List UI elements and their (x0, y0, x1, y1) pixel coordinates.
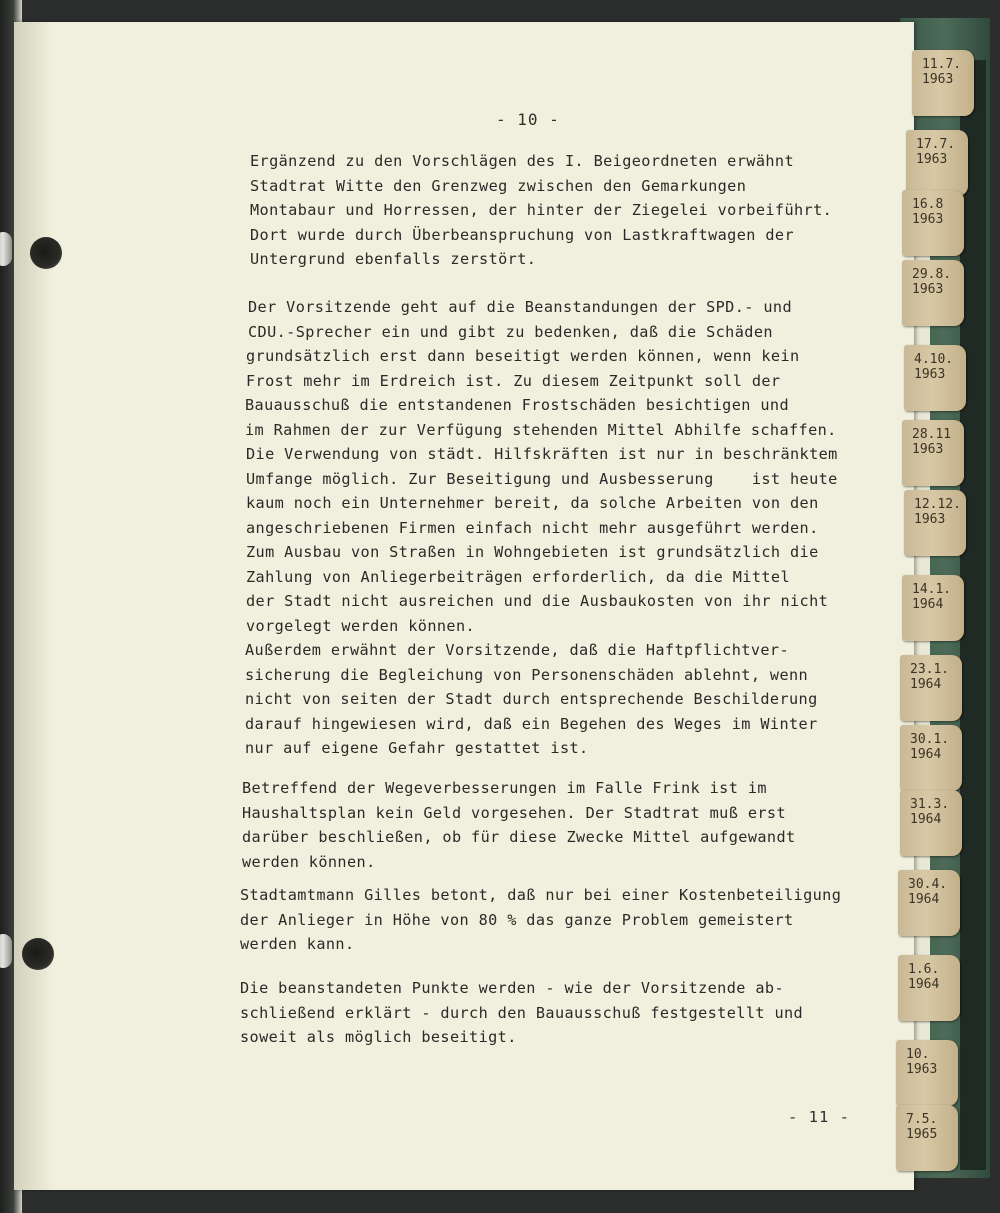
punch-hole-top (30, 237, 62, 269)
text-line: werden kann. (240, 935, 355, 953)
text-line: Untergrund ebenfalls zerstört. (250, 250, 537, 268)
text-line: Dort wurde durch Überbeanspruchung von Lastkraftwagen der (250, 225, 794, 244)
index-tab[interactable]: 28.11 1963 (902, 420, 964, 486)
page-number: - 10 - (496, 110, 560, 129)
binder-ring-bottom (0, 934, 12, 968)
index-tab[interactable]: 7.5. 1965 (896, 1105, 958, 1171)
next-page-number: - 11 - (788, 1108, 850, 1126)
text-line: Die Verwendung von städt. Hilfskräften ist nur in beschränktem (246, 445, 838, 463)
text-line: soweit als möglich beseitigt. (240, 1028, 517, 1046)
index-tab[interactable]: 14.1. 1964 (902, 575, 964, 641)
text-line: Zahlung von Anliegerbeiträgen erforderlich, da die Mittel (246, 567, 790, 586)
punch-hole-bottom (22, 938, 54, 970)
binder-ring-top (0, 232, 12, 266)
text-line: darauf hingewiesen wird, daß ein Begehen des Weges im Winter (245, 714, 818, 733)
text-line: Zum Ausbau von Straßen in Wohngebieten ist grundsätzlich die (246, 543, 819, 561)
index-tab[interactable]: 10. 1963 (896, 1040, 958, 1106)
index-tab[interactable]: 16.8 1963 (902, 190, 964, 256)
index-tab[interactable]: 17.7. 1963 (906, 130, 968, 196)
text-line: der Anlieger in Höhe von 80 % das ganze Problem gemeistert (240, 910, 794, 929)
index-tab[interactable]: 30.1. 1964 (900, 725, 962, 791)
text-line: Die beanstandeten Punkte werden - wie der Vorsitzende ab- (240, 979, 784, 997)
text-line: Der Vorsitzende geht auf die Beanstandungen der SPD.- und (248, 298, 792, 316)
text-line: schließend erklärt - durch den Bauausschuß festgestellt und (240, 1003, 804, 1022)
text-line: Montabaur und Horressen, der hinter der Ziegelei vorbeiführt. (250, 201, 833, 219)
text-line: Betreffend der Wegeverbesserungen im Falle Frink ist im (242, 779, 767, 797)
text-line: CDU.-Sprecher ein und gibt zu bedenken, daß die Schäden (248, 322, 773, 341)
text-line: Außerdem erwähnt der Vorsitzende, daß die Haftpflichtver- (245, 641, 789, 659)
text-line: im Rahmen der zur Verfügung stehenden Mittel Abhilfe schaffen. (245, 420, 837, 439)
text-line: Umfange möglich. Zur Beseitigung und Ausbesserung ist heute (246, 469, 838, 488)
text-line: Bauausschuß die entstandenen Frostschäden besichtigen und (245, 396, 789, 414)
index-tab[interactable]: 4.10. 1963 (904, 345, 966, 411)
index-tab[interactable]: 23.1. 1964 (900, 655, 962, 721)
index-tab[interactable]: 29.8. 1963 (902, 260, 964, 326)
text-line: Haushaltsplan kein Geld vorgesehen. Der Stadtrat muß erst (242, 803, 786, 822)
index-tab[interactable]: 1.6. 1964 (898, 955, 960, 1021)
index-tab[interactable]: 11.7. 1963 (912, 50, 974, 116)
text-line: kaum noch ein Unternehmer bereit, da solche Arbeiten von den (246, 494, 819, 512)
text-line: vorgelegt werden können. (246, 616, 476, 635)
index-tab[interactable]: 30.4. 1964 (898, 870, 960, 936)
document-page (14, 22, 914, 1190)
index-tab[interactable]: 12.12. 1963 (904, 490, 966, 556)
text-line: nicht von seiten der Stadt durch entsprechende Beschilderung (245, 690, 818, 708)
text-line: werden können. (242, 852, 376, 871)
index-tab[interactable]: 31.3. 1964 (900, 790, 962, 856)
text-line: Stadtrat Witte den Grenzweg zwischen den Gemarkungen (250, 176, 747, 195)
text-line: Ergänzend zu den Vorschlägen des I. Beigeordneten erwähnt (250, 152, 794, 170)
text-line: angeschriebenen Firmen einfach nicht mehr ausgeführt werden. (246, 518, 819, 537)
text-line: Frost mehr im Erdreich ist. Zu diesem Zeitpunkt soll der (246, 371, 781, 390)
text-line: der Stadt nicht ausreichen und die Ausbaukosten von ihr nicht (246, 592, 829, 610)
text-line: grundsätzlich erst dann beseitigt werden können, wenn kein (246, 347, 800, 365)
text-line: darüber beschließen, ob für diese Zwecke Mittel aufgewandt (242, 828, 796, 846)
text-line: sicherung die Begleichung von Personenschäden ablehnt, wenn (245, 665, 809, 684)
text-line: nur auf eigene Gefahr gestattet ist. (245, 739, 589, 757)
text-line: Stadtamtmann Gilles betont, daß nur bei einer Kostenbeteiligung (240, 886, 842, 904)
